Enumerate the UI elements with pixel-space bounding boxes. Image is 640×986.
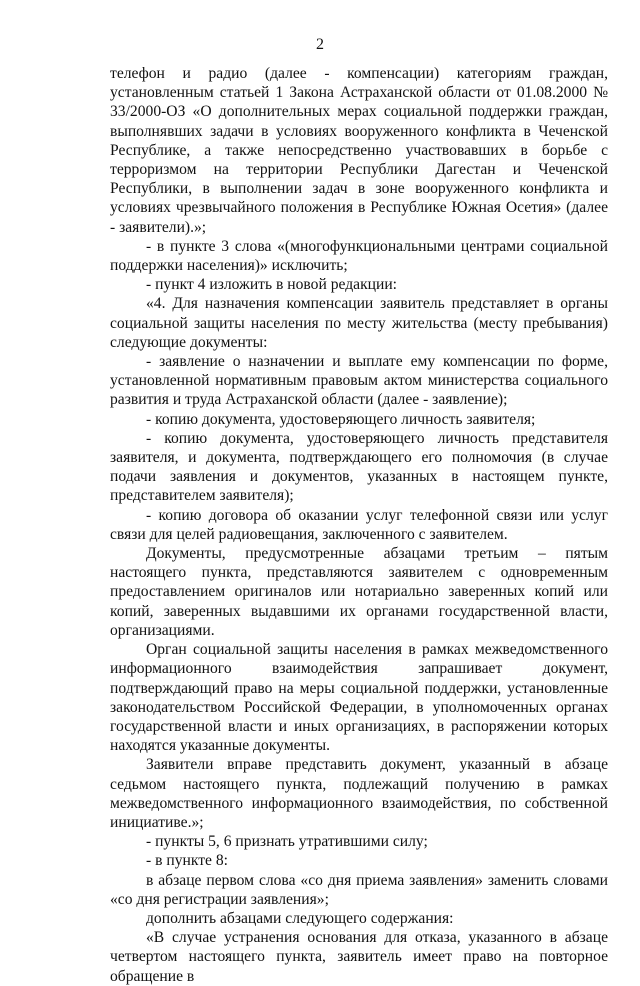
paragraph-item-4-text: «4. Для назначения компенсации заявитель представляет в органы социальной защиты населения по месту жительства (месту пребывания) следующие документы: bbox=[110, 295, 608, 351]
paragraph-item-8-addition: дополнить абзацами следующего содержания: bbox=[146, 909, 454, 927]
list-item-application: - заявление о назначении и выплате ему компенсации по форме, установленной нормативным правовым актом министерства социального развития и труда Астраханской области (далее - заявление); bbox=[110, 353, 608, 409]
paragraph-repeat-application: «В случае устранения основания для отказа, указанного в абзаце четвертом настоящего пункта, заявитель имеет право на повторное обращение в bbox=[110, 929, 608, 985]
document-body bbox=[110, 64, 608, 986]
paragraph-item-8-first-amendment: в абзаце первом слова «со дня приема заявления» заменить словами «со дня регистрации заявления»; bbox=[110, 871, 608, 908]
paragraph-intro-continuation: телефон и радио (далее - компенсации) категориям граждан, установленным статьей 1 Закона Астраханской области от 01.08.2000 № 33/2000-ОЗ «О дополнительных мерах социальной поддержки граждан, выполнявших задачи в условиях вооруженного конфликта в Чеченской Республике, а также непосредственно участвовавших в борьбе с терроризмом на территории Республики Дагестан и Чеченской Республики, в выполнении задач в зоне вооруженного конфликта и условиях чрезвычайного положения в Республике Южная Осетия» (далее - заявители).»; bbox=[110, 65, 608, 236]
list-item-representative-copy: - копию документа, удостоверяющего личность представителя заявителя, и документа, подтверждающего его полномочия (в случае подачи заявления и документов, указанных в настоящем пункте, представителем заявителя); bbox=[110, 429, 608, 505]
paragraph-item-3-amendment: - в пункте 3 слова «(многофункциональными центрами социальной поддержки населения)» исключить; bbox=[110, 237, 608, 275]
paragraph-interagency-request: Орган социальной защиты населения в рамках межведомственного информационного взаимодействия запрашивает документ, подтверждающий право на меры социальной поддержки, установленные законодательством Российской Федерации, в уполномоченных органах государственной власти и иных организациях, в распоряжении которых находятся указанные документы. bbox=[110, 641, 608, 755]
paragraph-applicant-right: Заявители вправе представить документ, указанный в абзаце седьмом настоящего пункта, подлежащий получению в рамках межведомственного информационного взаимодействия, по собственной инициативе.»; bbox=[110, 756, 608, 831]
paragraph-item-8-heading: - в пункте 8: bbox=[146, 852, 228, 870]
list-item-identity-copy: - копию документа, удостоверяющего личность заявителя; bbox=[146, 410, 536, 428]
paragraph-items-5-6-repeal: - пункты 5, 6 признать утратившими силу; bbox=[146, 833, 428, 851]
page-number: 2 bbox=[316, 36, 324, 53]
list-item-contract-copy: - копию договора об оказании услуг телефонной связи или услуг связи для целей радиовещания, заключенного с заявителем. bbox=[110, 506, 608, 543]
paragraph-item-4-heading: - пункт 4 изложить в новой редакции: bbox=[146, 276, 398, 294]
paragraph-documents-submission: Документы, предусмотренные абзацами третьим – пятым настоящего пункта, представляются заявителем с одновременным предоставлением оригиналов или нотариально заверенных копий или копий, заверенных выдавшими их органами государственной власти, организациями. bbox=[110, 545, 608, 639]
